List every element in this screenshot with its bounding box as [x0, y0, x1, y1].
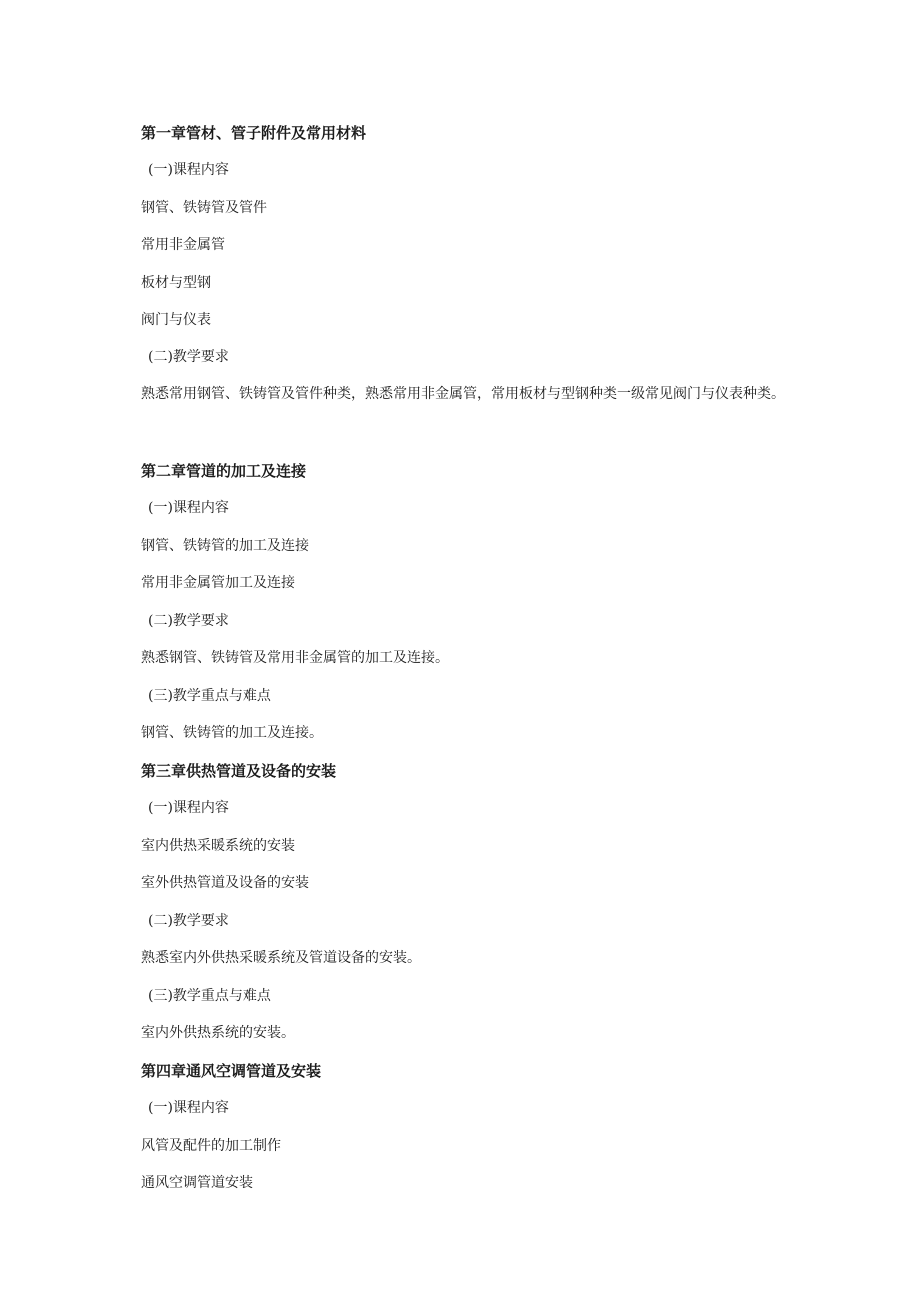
chapter-1-requirement-label: (二)教学要求	[148, 349, 229, 365]
chapter-3-content-item-2: 室外供热管道及设备的安装	[141, 875, 309, 891]
chapter-2-content-label: (一)课程内容	[148, 500, 229, 516]
chapter-1-content-item-1: 钢管、铁铸管及管件	[141, 200, 267, 216]
chapter-1-content-label: (一)课程内容	[148, 162, 229, 178]
chapter-4-title: 第四章通风空调管道及安装	[141, 1062, 322, 1080]
chapter-1-requirement-text: 熟悉常用钢管、铁铸管及管件种类，熟悉常用非金属管，常用板材与型钢种类一级常见阀门与仪表种类。	[141, 386, 785, 402]
chapter-1-content-item-2: 常用非金属管	[141, 237, 225, 253]
chapter-2-requirement-label: (二)教学要求	[148, 613, 229, 629]
chapter-2-requirement-text: 熟悉钢管、铁铸管及常用非金属管的加工及连接。	[141, 650, 449, 666]
chapter-3-key-text: 室内外供热系统的安装。	[141, 1025, 295, 1041]
chapter-2-key-text: 钢管、铁铸管的加工及连接。	[141, 725, 323, 741]
chapter-1-title: 第一章管材、管子附件及常用材料	[141, 124, 367, 142]
chapter-4-content-item-1: 风管及配件的加工制作	[141, 1138, 281, 1154]
chapter-2-content-item-1: 钢管、铁铸管的加工及连接	[141, 538, 309, 554]
chapter-4-content-item-2: 通风空调管道安装	[141, 1175, 253, 1191]
chapter-3-requirement-text: 熟悉室内外供热采暖系统及管道设备的安装。	[141, 950, 421, 966]
chapter-1-content-item-4: 阀门与仪表	[141, 312, 211, 328]
chapter-2-content-item-2: 常用非金属管加工及连接	[141, 575, 295, 591]
chapter-3-content-label: (一)课程内容	[148, 800, 229, 816]
chapter-3-content-item-1: 室内供热采暖系统的安装	[141, 838, 295, 854]
chapter-3-title: 第三章供热管道及设备的安装	[141, 762, 337, 780]
chapter-3-key-label: (三)教学重点与难点	[148, 988, 271, 1004]
chapter-1-content-item-3: 板材与型钢	[141, 275, 211, 291]
chapter-2-key-label: (三)教学重点与难点	[148, 688, 271, 704]
chapter-2-title: 第二章管道的加工及连接	[141, 462, 307, 480]
chapter-4-content-label: (一)课程内容	[148, 1100, 229, 1116]
chapter-3-requirement-label: (二)教学要求	[148, 913, 229, 929]
